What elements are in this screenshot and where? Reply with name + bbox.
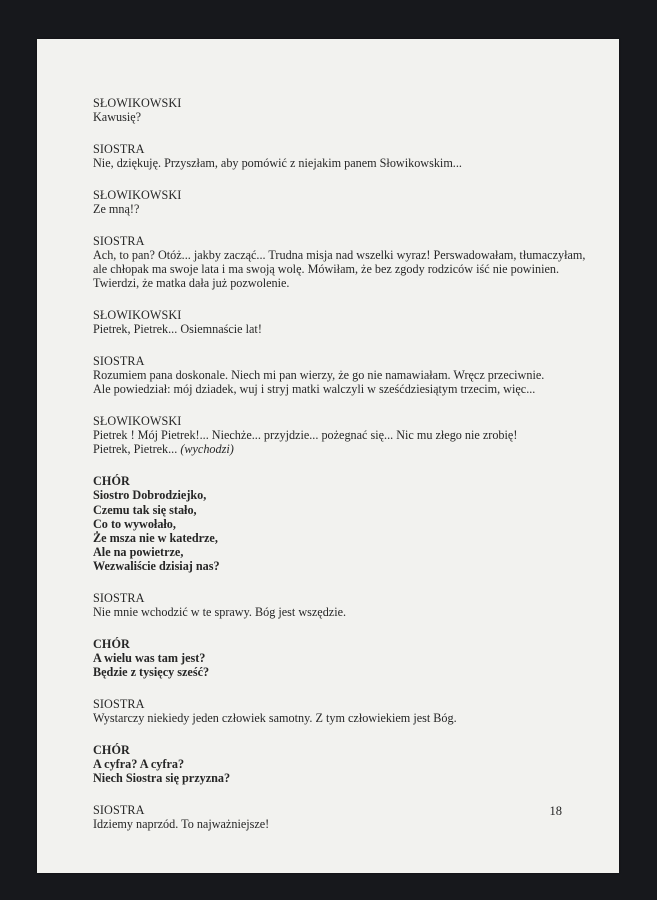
dialogue-line [93, 428, 593, 442]
dialogue-line [93, 651, 593, 665]
dialogue-line-text: Kawusię? [93, 110, 142, 125]
speaker-name: SIOSTRA [93, 591, 145, 606]
dialogue-block [93, 697, 593, 725]
dialogue-line [93, 531, 593, 545]
dialogue-line-text: Ach, to pan? Otóż... jakby zacząć... Trudna misja nad wszelki wyraz! Perswadowałam, tłumaczyłam, [93, 247, 586, 262]
dialogue-line-text: Ale powiedział: mój dziadek, wuj i stryj matki walczyli w sześćdziesiątym trzecim, więc... [93, 382, 536, 397]
dialogue-line-text: Siostro Dobrodziejko, [93, 488, 207, 503]
dialogue-line-text: Rozumiem pana doskonale. Niech mi pan wierzy, że go nie namawiałam. Wręcz przeciwnie. [93, 368, 545, 383]
dialogue-block [93, 96, 593, 124]
dialogue-line-text: Co to wywołało, [93, 516, 176, 531]
chorus-block [93, 474, 593, 573]
speaker-name: SŁOWIKOWSKI [93, 187, 182, 202]
document-page [37, 39, 619, 873]
dialogue-line-text: Że msza nie w katedrze, [93, 530, 218, 545]
speaker-name: SŁOWIKOWSKI [93, 96, 182, 110]
dialogue-line-text: A wielu was tam jest? [93, 651, 206, 666]
dialogue-line-text: Nie mnie wchodzić w te sprawy. Bóg jest wszędzie. [93, 605, 347, 620]
dialogue-line [93, 156, 593, 170]
dialogue-line-text: Ze mną!? [93, 202, 140, 217]
dialogue-line-text: Pietrek, Pietrek... Osiemnaście lat! [93, 322, 262, 337]
dialogue-line [93, 262, 593, 276]
dialogue-line-text: Będzie z tysięcy sześć? [93, 665, 210, 680]
dialogue-line [93, 503, 593, 517]
speaker-name: CHÓR [93, 743, 130, 757]
dialogue-line-text: Twierdzi, że matka dała już pozwolenie. [93, 276, 290, 291]
speaker-name: SŁOWIKOWSKI [93, 308, 182, 323]
chorus-block [93, 743, 593, 786]
dialogue-line [93, 665, 593, 679]
dialogue-block [93, 308, 593, 336]
dialogue-line [93, 711, 593, 725]
speaker-name: SIOSTRA [93, 353, 145, 368]
dialogue-line [93, 110, 593, 124]
dialogue-line-text: Idziemy naprzód. To najważniejsze! [93, 817, 270, 832]
dialogue-line-text: Pietrek, Pietrek... [93, 442, 178, 457]
script-text [93, 96, 593, 849]
dialogue-line [93, 817, 593, 831]
speaker-name: SŁOWIKOWSKI [93, 414, 182, 429]
dialogue-line-text: ale chłopak ma swoje lata i ma swoją wolę. Mówiłam, że bez zgody rodziców iść nie powinien. [93, 262, 560, 277]
speaker-name: SIOSTRA [93, 697, 145, 712]
dialogue-line [93, 757, 593, 771]
stage-direction: (wychodzi) [180, 442, 234, 457]
page-number: 18 [549, 804, 562, 818]
dialogue-line [93, 545, 593, 559]
dialogue-block [93, 414, 593, 457]
dialogue-line-text: Pietrek ! Mój Pietrek!... Niechże... przyjdzie... pożegnać się... Nic mu złego nie zrobię! [93, 428, 518, 443]
dialogue-line-text: A cyfra? A cyfra? [93, 757, 185, 772]
dialogue-line [93, 605, 593, 619]
dialogue-line [93, 368, 593, 382]
dialogue-block [93, 188, 593, 216]
dialogue-line-text: Wezwaliście dzisiaj nas? [93, 559, 220, 574]
dialogue-line [93, 771, 593, 785]
dialogue-line [93, 248, 593, 262]
dialogue-line-text: Czemu tak się stało, [93, 502, 197, 517]
speaker-name: CHÓR [93, 636, 130, 651]
speaker-name: SIOSTRA [93, 233, 145, 248]
dialogue-line-text: Wystarczy niekiedy jeden człowiek samotny. Z tym człowiekiem jest Bóg. [93, 711, 457, 726]
dialogue-line [93, 276, 593, 290]
dialogue-line-text: Nie, dziękuję. Przyszłam, aby pomówić z niejakim panem Słowikowskim... [93, 156, 462, 171]
dialogue-block [93, 142, 593, 170]
dialogue-line-text: Niech Siostra się przyzna? [93, 771, 231, 786]
dialogue-line [93, 442, 593, 456]
dialogue-block [93, 234, 593, 291]
dialogue-line [93, 488, 593, 502]
dialogue-line [93, 559, 593, 573]
dialogue-line [93, 202, 593, 216]
dialogue-line [93, 382, 593, 396]
speaker-name: CHÓR [93, 474, 130, 489]
dialogue-line [93, 322, 593, 336]
speaker-name: SIOSTRA [93, 141, 145, 156]
dialogue-line-text: Ale na powietrze, [93, 545, 184, 560]
chorus-block [93, 637, 593, 680]
dialogue-block [93, 803, 593, 831]
dialogue-block [93, 354, 593, 397]
dialogue-block [93, 591, 593, 619]
speaker-name: SIOSTRA [93, 803, 145, 818]
dialogue-line [93, 517, 593, 531]
